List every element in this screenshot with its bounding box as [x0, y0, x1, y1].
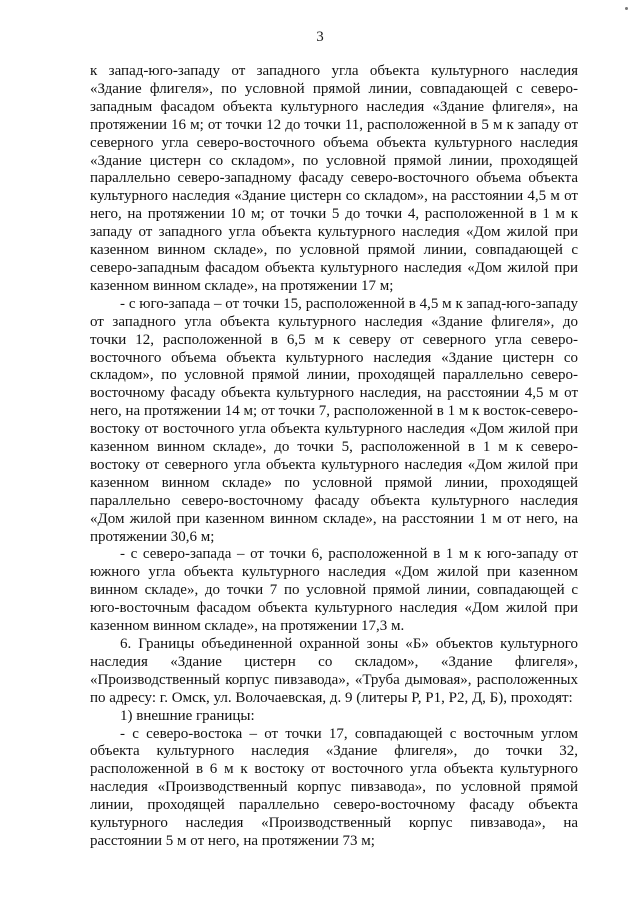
scan-dot — [625, 7, 628, 10]
paragraph-southwest: - с юго-запада – от точки 15, расположенной в 4,5 м к запад-юго-западу от западного угла объекта культурного наследия «Здание флигеля», до точки 12, расположенной в 6,5 м к северу от северного угла северо-восточного объема объекта культурного наследия «Здание цистерн со складом», по условной прямой линии, проходящей параллельно северо-восточному фасаду объекта культурного наследия, на расстоянии 4,5 м от него, на протяжении 14 м; от точки 7, расположенной в 1 м к восток-северо-востоку от восточного угла объекта культурного наследия «Дом жилой при казенном винном складе», до точки 5, расположенной в 1 м к северо-востоку от северного угла объекта культурного наследия «Дом жилой при казенном винном складе» по условной прямой линии, проходящей параллельно северо-восточному фасаду объекта культурного наследия «Дом жилой при казенном винном складе», на расстоянии 1 м от него, на протяжении 30,6 м; — [90, 295, 578, 545]
paragraph-external-borders: 1) внешние границы: — [120, 707, 255, 724]
paragraph-northeast: - с северо-востока – от точки 17, совпадающей с восточным углом объекта культурного наследия «Здание флигеля», до точки 32, расположенной в 6 м к востоку от восточного угла объекта культурного наследия «Производственный корпус пивзавода», по условной прямой линии, проходящей параллельно северо-восточному фасаду объекта культурного наследия «Производственный корпус пивзавода», на расстоянии 5 м от него, на протяжении 73 м; — [90, 725, 578, 849]
page-number: 3 — [316, 29, 324, 45]
paragraph-continuation: к запад-юго-западу от западного угла объекта культурного наследия «Здание флигеля», по условной прямой линии, совпадающей с северо-западным фасадом объекта культурного наследия «Здание флигеля», на протяжении 16 м; от точки 12 до точки 11, расположенной в 5 м к западу от северного угла северо-восточного объема объекта культурного наследия «Здание цистерн со складом», по условной прямой линии, проходящей параллельно северо-западному фасаду северо-восточного объема объекта культурного наследия «Здание цистерн со складом», на расстоянии 4,5 м от него, на протяжении 10 м; от точки 5 до точки 4, расположенной в 1 м к западу от западного угла объекта культурного наследия «Дом жилой при казенном винном складе», по условной прямой линии, совпадающей с северо-западным фасадом объекта культурного наследия «Дом жилой при казенном винном складе», на протяжении 17 м; — [90, 63, 578, 294]
document-body — [90, 63, 578, 851]
paragraph-section-6: 6. Границы объединенной охранной зоны «Б» объектов культурного наследия «Здание цистерн со складом», «Здание флигеля», «Производственный корпус пивзавода», «Труба дымовая», расположенных по адресу: г. Омск, ул. Волочаевская, д. 9 (литеры Р, Р1, Р2, Д, Б), проходят: — [90, 636, 578, 706]
paragraph-northwest: - с северо-запада – от точки 6, расположенной в 1 м к юго-западу от южного угла объекта культурного наследия «Дом жилой при казенном винном складе», до точки 7 по условной прямой линии, совпадающей с юго-восточным фасадом объекта культурного наследия «Дом жилой при казенном винном складе», на протяжении 17,3 м. — [90, 546, 578, 635]
